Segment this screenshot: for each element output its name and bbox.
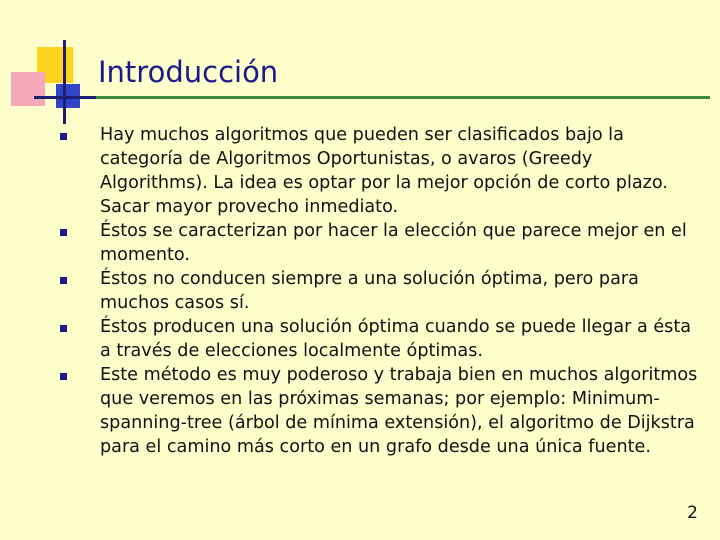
bullet-item — [58, 363, 698, 459]
bullet-text: Éstos producen una solución óptima cuando se puede llegar a ésta a través de elecciones localmente óptimas. — [100, 317, 691, 361]
page-number: 2 — [687, 503, 698, 523]
bullet-square-icon — [60, 325, 67, 332]
bullet-text: Hay muchos algoritmos que pueden ser clasificados bajo la categoría de Algoritmos Oportunistas, o avaros (Greedy Algorithms). La idea es optar por la mejor opción de corto plazo. Sacar mayor provecho inmediato. — [100, 125, 668, 217]
bullet-item — [58, 123, 698, 219]
logo-vertical-line — [63, 40, 66, 124]
bullet-item — [58, 219, 698, 267]
logo-pink-square — [11, 72, 45, 106]
bullet-square-icon — [60, 229, 67, 236]
bullet-square-icon — [60, 277, 67, 284]
bullet-square-icon — [60, 373, 67, 380]
decorative-logo — [0, 0, 100, 120]
bullet-text: Éstos se caracterizan por hacer la elección que parece mejor en el momento. — [100, 221, 687, 265]
title-underline — [96, 96, 710, 99]
bullet-item — [58, 267, 698, 315]
bullet-text: Éstos no conducen siempre a una solución óptima, pero para muchos casos sí. — [100, 269, 639, 313]
bullet-square-icon — [60, 133, 67, 140]
bullet-list — [58, 123, 698, 459]
slide-title: Introducción — [98, 55, 279, 89]
bullet-text: Este método es muy poderoso y trabaja bien en muchos algoritmos que veremos en las próximas semanas; por ejemplo: Minimum-spanning-tree (árbol de mínima extensión), el algoritmo de Dijkstra para el camino más corto en un grafo desde una única fuente. — [100, 365, 698, 457]
logo-horizontal-line — [34, 96, 96, 99]
bullet-item — [58, 315, 698, 363]
